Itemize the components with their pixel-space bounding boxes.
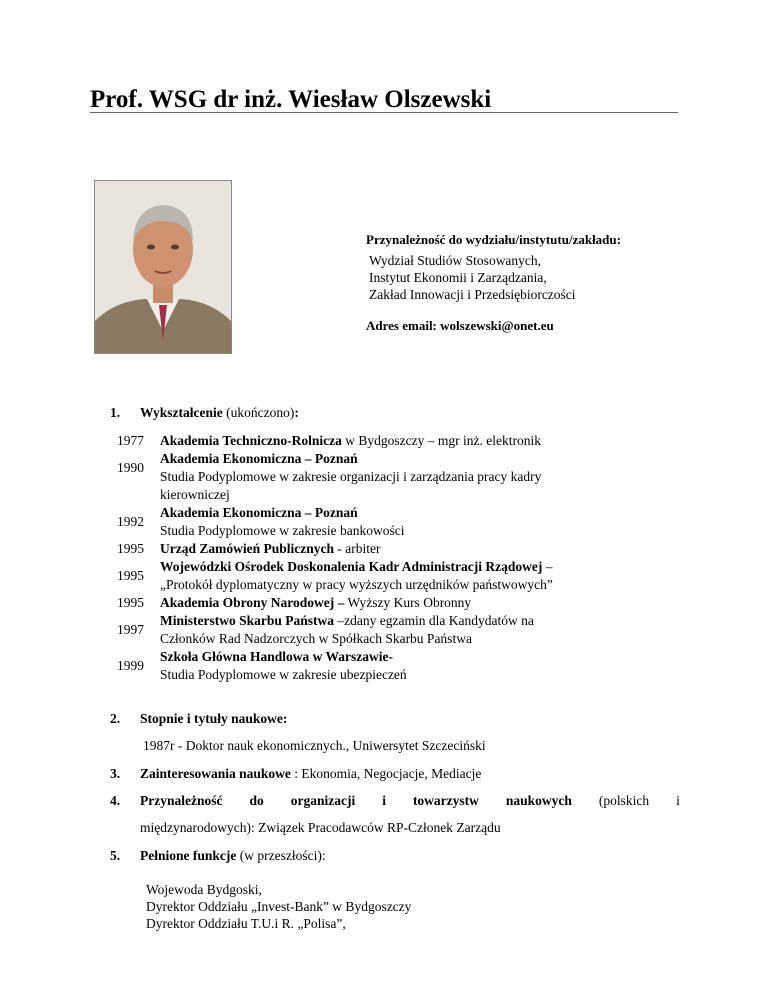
tail-word: i xyxy=(676,793,680,808)
education-entry xyxy=(160,559,553,575)
page-title: Prof. WSG dr inż. Wiesław Olszewski xyxy=(90,86,492,113)
section-number: 4. xyxy=(110,793,121,808)
institution-name: Akademia Obrony Narodowej – xyxy=(160,595,345,610)
title-word: do xyxy=(249,793,264,808)
section-colon: : xyxy=(294,405,299,420)
section-functions xyxy=(110,848,326,864)
section-number: 2. xyxy=(110,711,121,726)
entry-detail: Studia Podyplomowe w zakresie organizacji i zarządzania pracy kadry xyxy=(160,469,542,484)
section-title: Wykształcenie xyxy=(140,405,223,420)
section-title: Pełnione funkcje xyxy=(140,848,237,863)
email-address[interactable]: wolszewski@onet.eu xyxy=(440,318,554,333)
education-year: 1995 xyxy=(117,595,144,610)
institution-name: Akademia Techniczno-Rolnicza xyxy=(160,433,342,448)
entry-detail: kierowniczej xyxy=(160,487,230,502)
title-word: organizacji xyxy=(290,793,356,808)
education-year: 1977 xyxy=(117,433,144,448)
education-year: 1997 xyxy=(117,622,144,637)
entry-detail: Studia Podyplomowe w zakresie ubezpieczeń xyxy=(160,667,407,682)
title-word: i xyxy=(382,793,386,808)
entry-detail: w Bydgoszczy – mgr inż. elektronik xyxy=(341,433,541,448)
institution-name: Ministerstwo Skarbu Państwa xyxy=(160,613,335,628)
education-entry xyxy=(160,649,393,665)
section-number: 1. xyxy=(110,405,121,420)
email-label: Adres email: xyxy=(366,318,441,333)
institution-name: Urząd Zamówień Publicznych xyxy=(160,541,334,556)
education-entry xyxy=(160,505,358,521)
education-year: 1995 xyxy=(117,568,144,583)
section-interests xyxy=(110,766,481,782)
title-word: naukowych xyxy=(505,793,572,808)
title-word: towarzystw xyxy=(412,793,479,808)
section-number: 5. xyxy=(110,848,121,863)
section-title: Stopnie i tytuły naukowe: xyxy=(140,711,288,726)
entry-detail: Studia Podyplomowe w zakresie bankowości xyxy=(160,523,405,538)
education-year: 1999 xyxy=(117,658,144,673)
portrait-photo xyxy=(94,180,232,354)
section-note: (w przeszłości): xyxy=(236,848,326,863)
title-underline xyxy=(90,112,678,113)
membership-detail: międzynarodowych): Związek Pracodawców RP-Członek Zarządu xyxy=(140,820,501,835)
education-entry xyxy=(160,451,358,467)
institution-name: Akademia Ekonomiczna – Poznań xyxy=(160,451,358,466)
education-entry xyxy=(160,541,380,557)
section-degrees xyxy=(110,711,287,727)
portrait-drawing xyxy=(95,181,231,353)
institution-name: Akademia Ekonomiczna – Poznań xyxy=(160,505,358,520)
section-title: Zainteresowania naukowe xyxy=(140,766,291,781)
membership-title-line xyxy=(140,793,680,809)
education-entry xyxy=(160,433,541,449)
education-year: 1995 xyxy=(117,541,144,556)
degree-entry: 1987r - Doktor nauk ekonomicznych., Uniwersytet Szczeciński xyxy=(143,738,486,753)
section-membership xyxy=(110,793,140,809)
function-item: Wojewoda Bydgoski, xyxy=(146,882,262,897)
section-number: 3. xyxy=(110,766,121,781)
email-line xyxy=(366,318,554,334)
affiliation-line: Instytut Ekonomii i Zarządzania, xyxy=(369,270,547,285)
institution-name: Szkoła Główna Handlowa w Warszawie- xyxy=(160,649,394,664)
tail-word: (polskich xyxy=(598,793,650,808)
entry-detail: –zdany egzamin dla Kandydatów na xyxy=(334,613,534,628)
section-education xyxy=(110,405,299,421)
affiliation-heading: Przynależność do wydziału/instytutu/zakładu: xyxy=(366,232,621,247)
affiliation-line: Wydział Studiów Stosowanych, xyxy=(369,253,542,268)
institution-name: Wojewódzki Ośrodek Doskonalenia Kadr Administracji Rządowej xyxy=(160,559,543,574)
function-item: Dyrektor Oddziału „Invest-Bank” w Bydgoszczy xyxy=(146,899,412,914)
education-entry xyxy=(160,595,471,611)
entry-detail: – xyxy=(542,559,553,574)
entry-detail: „Protokół dyplomatyczny w pracy wyższych urzędników państwowych” xyxy=(160,577,553,592)
title-word: Przynależność xyxy=(140,793,223,808)
interests-text: : Ekonomia, Negocjacje, Mediacje xyxy=(290,766,482,781)
function-item: Dyrektor Oddziału T.U.i R. „Polisa”, xyxy=(146,916,346,931)
education-entry xyxy=(160,613,534,629)
education-year: 1990 xyxy=(117,460,144,475)
entry-detail: - arbiter xyxy=(334,541,381,556)
section-note: (ukończono) xyxy=(222,405,295,420)
entry-detail: Wyższy Kurs Obronny xyxy=(344,595,472,610)
affiliation-line: Zakład Innowacji i Przedsiębiorczości xyxy=(369,287,576,302)
education-year: 1992 xyxy=(117,514,144,529)
entry-detail: Członków Rad Nadzorczych w Spółkach Skarbu Państwa xyxy=(160,631,472,646)
